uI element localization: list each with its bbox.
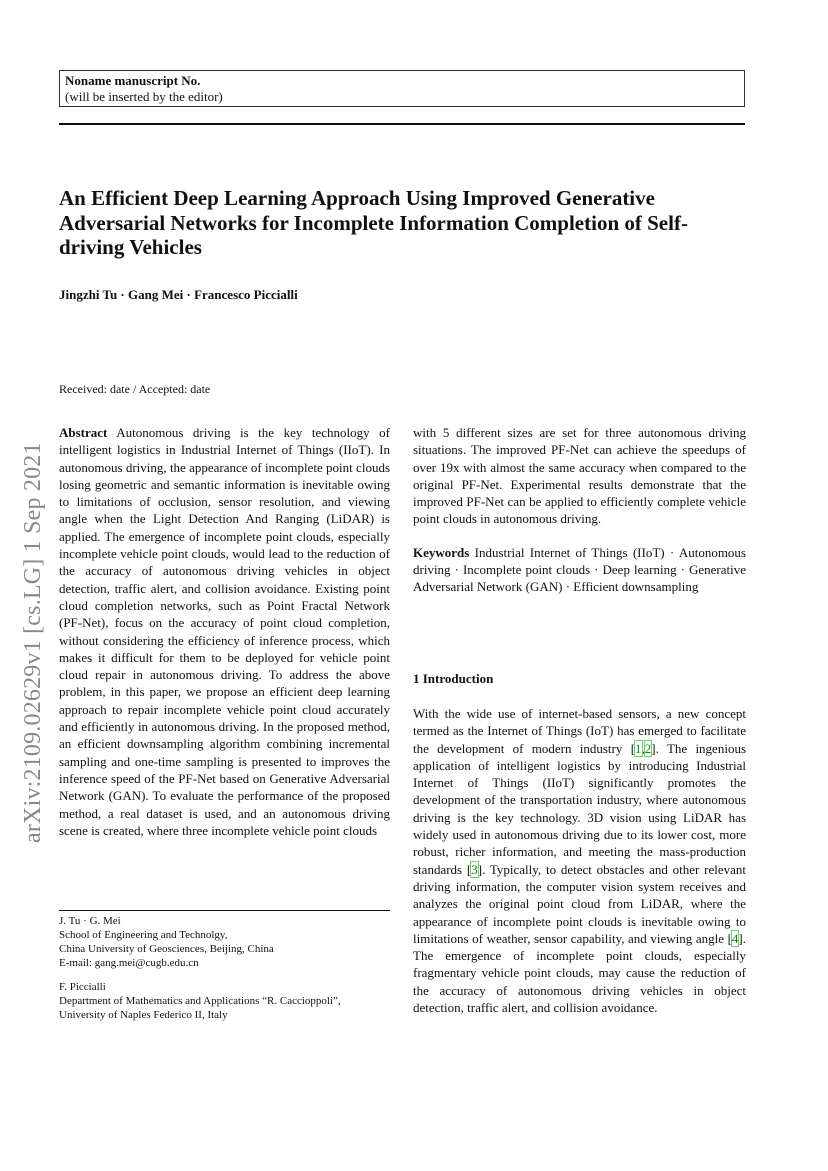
manuscript-number: Noname manuscript No. xyxy=(65,73,201,88)
intro-text-3: . Typically, to detect obstacles and other relevant driving information, the computer vision system receives and analyzes the original point cloud from LiDAR, where the appearance of incomplete point clouds is inevitable owing to limitations of weather, sensor capability, and viewing angle xyxy=(413,861,746,946)
affiliation-b-dept: Department of Mathematics and Applications “R. Caccioppoli”, xyxy=(59,995,341,1007)
abstract-right-column xyxy=(413,424,746,596)
citation-link[interactable]: 2 xyxy=(644,740,652,756)
affiliation-a xyxy=(59,914,390,970)
editor-note: (will be inserted by the editor) xyxy=(65,89,223,104)
citation-link[interactable]: 4 xyxy=(731,930,739,946)
author-list: Jingzhi Tu · Gang Mei · Francesco Piccialli xyxy=(59,287,298,302)
arxiv-stamp: arXiv:2109.02629v1 [cs.LG] 1 Sep 2021 xyxy=(20,442,46,843)
intro-text-2: . The ingenious application of intelligent logistics by introducing Industrial Internet of Things (IIoT) significantly promotes the development of the transportation industry, where autonomous driving is the key technology. 3D vision using LiDAR has widely used in autonomous driving due to its lower cost, more robust, richer information, and meeting the mass-production standards xyxy=(413,740,747,877)
affiliation-b-name: F. Piccialli xyxy=(59,981,106,993)
affiliation-a-dept: School of Engineering and Technolgy, xyxy=(59,929,228,941)
keywords-text: Industrial Internet of Things (IIoT) · Autonomous driving · Incomplete point clouds · Deep learning · Generative Adversarial Network (GAN) · Efficient downsampling xyxy=(413,544,746,595)
introduction-paragraph: With the wide use of internet-based sensors, a new concept termed as the Internet of Things (IoT) has emerged to facilitate the development of modern industry [1,2]. The ingenious application of intelligent logistics by introducing Industrial Internet of Things (IIoT) significantly promotes the development of the transportation industry, where autonomous driving is the key technology. 3D vision using LiDAR has widely used in autonomous driving due to its lower cost, more robust, richer information, and meeting the mass-production standards [3]. Typically, to detect obstacles and other relevant driving information, the computer vision system receives and analyzes the original point cloud from LiDAR, where the appearance of incomplete point clouds is inevitable owing to limitations of weather, sensor capability, and viewing angle [4]. The emergence of incomplete point clouds, especially fragmentary vehicle point clouds, may cause the reduction of the accuracy of autonomous driving vehicles in object detection, traffic alert, and collision avoidance. xyxy=(413,706,747,1016)
abstract xyxy=(59,424,390,839)
footnote-rule xyxy=(59,910,390,911)
citation-link[interactable]: 3 xyxy=(471,861,478,877)
citation-link[interactable]: 1 xyxy=(635,740,642,756)
paper-title: An Efficient Deep Learning Approach Using Improved Generative Adversarial Networks for Incomplete Information Completion of Self-driving Vehicles xyxy=(59,186,688,259)
keywords xyxy=(413,544,746,596)
received-date: Received: date / Accepted: date xyxy=(59,382,211,396)
citation-separator: , xyxy=(641,740,645,756)
affiliation-b-univ: University of Naples Federico II, Italy xyxy=(59,1009,228,1021)
intro-text-4: . The emergence of incomplete point clouds, especially fragmentary vehicle point clouds, may cause the reduction of the accuracy of autonomous driving vehicles in object detection, traffic alert, and collision avoidance. xyxy=(413,930,746,1016)
top-rule xyxy=(59,123,745,125)
intro-text-1: With the wide use of internet-based sensors, a new concept termed as the Internet of Things (IoT) has emerged to facilitate the development of modern industry xyxy=(413,706,746,756)
keywords-label: Keywords xyxy=(413,544,470,560)
affiliation-footnotes xyxy=(59,914,390,1022)
affiliation-b xyxy=(59,980,390,1022)
affiliation-a-email: E-mail: gang.mei@cugb.edu.cn xyxy=(59,957,199,969)
section-heading-introduction: 1 Introduction xyxy=(413,671,494,686)
abstract-left-column xyxy=(59,424,390,839)
editor-header-box xyxy=(59,70,745,107)
abstract-text-left: Autonomous driving is the key technology of intelligent logistics in Industrial Internet of Things (IIoT). In autonomous driving, the appearance of incomplete point clouds losing geometric and semantic information is inevitable owing to limitations of occlusion, sensor resolution, and viewing angle when the Light Detection And Ranging (LiDAR) is applied. The emergence of incomplete point clouds, especially incomplete vehicle point clouds, would lead to the reduction of the accuracy of autonomous driving vehicles in object detection, traffic alert, and collision avoidance. Existing point cloud completion networks, such as Point Fractal Network (PF-Net), focus on the accuracy of point cloud completion, without considering the efficiency of inference process, which makes it difficult for them to be deployed for vehicle point cloud repair in autonomous driving. To address the above problem, in this paper, we propose an efficient deep learning approach to repair incomplete vehicle point cloud accurately and efficiently in autonomous driving. In the proposed method, an efficient downsampling algorithm combining incremental sampling and one-time sampling is presented to improves the inference speed of the PF-Net based on Generative Adversarial Network (GAN). To evaluate the performance of the proposed method, a real dataset is used, and an autonomous driving scene is created, where three incomplete vehicle point clouds xyxy=(59,425,390,838)
abstract-continued: with 5 different sizes are set for three autonomous driving situations. The improved PF-Net can achieve the speedups of over 19x with almost the same accuracy when compared to the original PF-Net. Experimental results demonstrate that the improved PF-Net can be applied to efficiently complete vehicle point clouds in autonomous driving. xyxy=(413,425,746,527)
affiliation-a-names: J. Tu · G. Mei xyxy=(59,915,121,927)
abstract-label: Abstract xyxy=(59,425,108,440)
affiliation-a-univ: China University of Geosciences, Beijing, China xyxy=(59,943,274,955)
